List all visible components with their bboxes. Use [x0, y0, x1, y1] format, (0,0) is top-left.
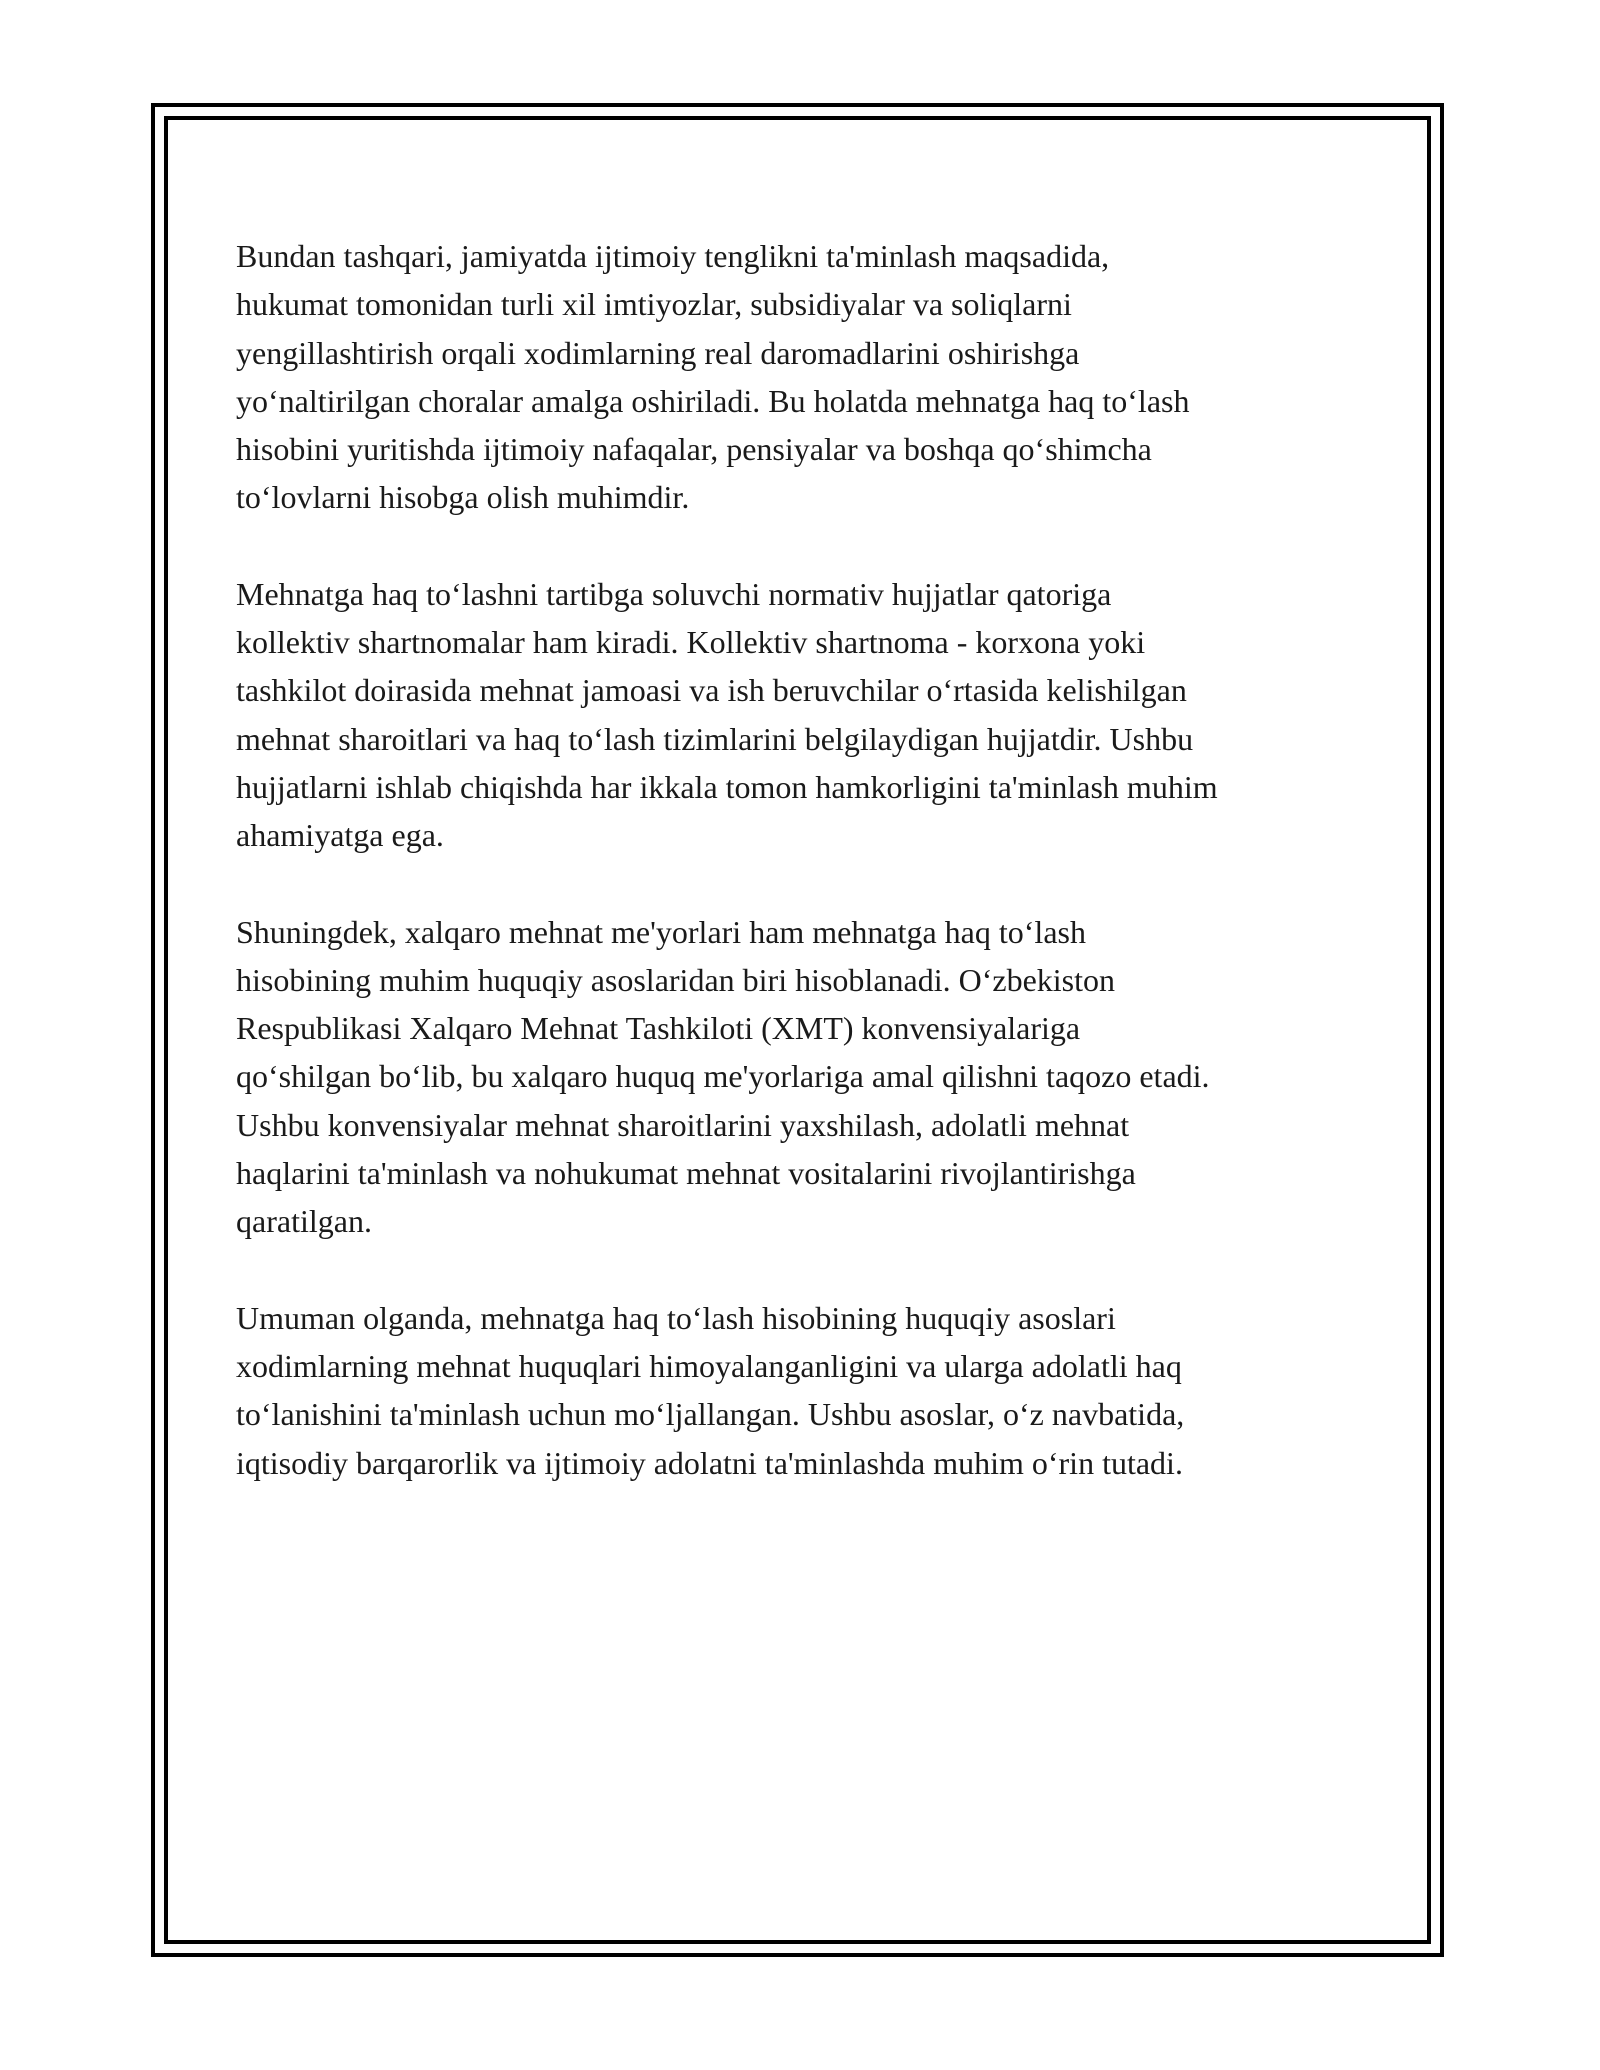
paragraph-4: Umuman olganda, mehnatga haq to‘lash hisobining huquqiy asoslari xodimlarning mehnat huquqlari himoyalanganligini va ularga adolatli haq to‘lanishini ta'minlash uchun mo‘ljallangan. Ushbu asoslar, o‘z navbatida, iqtisodiy barqarorlik va ijtimoiy adolatni ta'minlashda muhim o‘rin tutadi. [236, 1299, 1185, 1481]
document-body [236, 232, 1386, 1535]
paragraph-1: Bundan tashqari, jamiyatda ijtimoiy tenglikni ta'minlash maqsadida, hukumat tomonidan turli xil imtiyozlar, subsidiyalar va soliqlarni yengillashtirish orqali xodimlarning real daromadlarini oshirishga yo‘naltirilgan choralar amalga oshiriladi. Bu holatda mehnatga haq to‘lash hisobini yuritishda ijtimoiy nafaqalar, pensiyalar va boshqa qo‘shimcha to‘lovlarni hisobga olish muhimdir. [236, 238, 1190, 516]
paragraph-2: Mehnatga haq to‘lashni tartibga soluvchi normativ hujjatlar qatoriga kollektiv shartnomalar ham kiradi. Kollektiv shartnoma - korxona yoki tashkilot doirasida mehnat jamoasi va ish beruvchilar o‘rtasida kelishilgan mehnat sharoitlari va haq to‘lash tizimlarini belgilaydigan hujjatdir. Ushbu hujjatlarni ishlab chiqishda har ikkala tomon hamkorligini ta'minlash muhim ahamiyatga ega. [236, 575, 1218, 854]
paragraph-3: Shuningdek, xalqaro mehnat me'yorlari ham mehnatga haq to‘lash hisobining muhim huquqiy asoslaridan biri hisoblanadi. O‘zbekiston Respublikasi Xalqaro Mehnat Tashkiloti (XMT) konvensiyalariga qo‘shilgan bo‘lib, bu xalqaro huquq me'yorlariga amal qilishni taqozo etadi. Ushbu konvensiyalar mehnat sharoitlarini yaxshilash, adolatli mehnat haqlarini ta'minlash va nohukumat mehnat vositalarini rivojlantirishga qaratilgan. [236, 913, 1210, 1240]
